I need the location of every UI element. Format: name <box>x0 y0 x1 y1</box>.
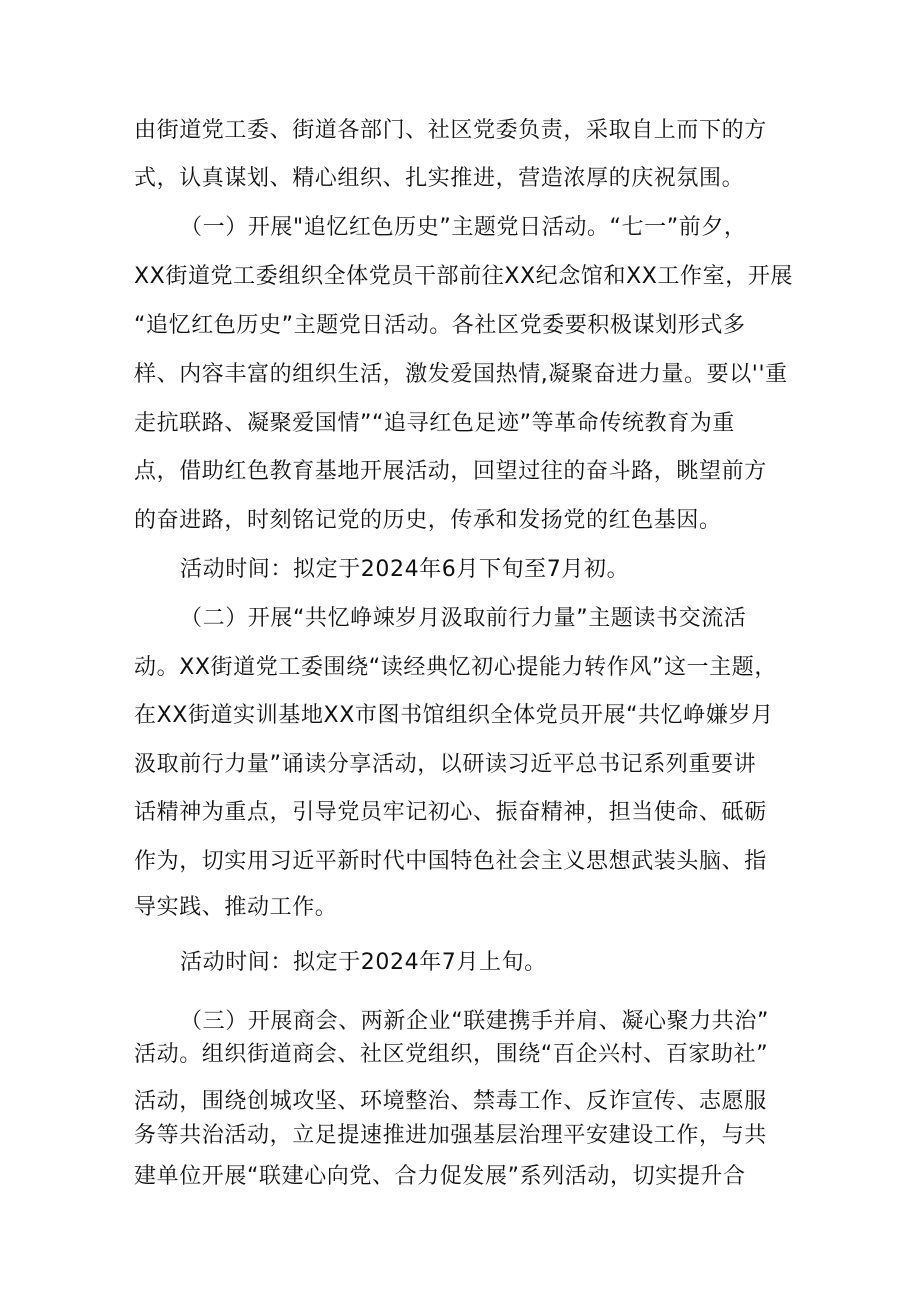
paragraph-line: 样、内容丰富的组织生活，激发爱国热情,凝聚奋进力量。要以''重 <box>134 362 788 387</box>
section-heading-3: （三）开展商会、两新企业“联建携手并肩、凝心聚力共治” <box>180 1009 769 1034</box>
paragraph-line: 务等共治活动，立足提速推进加强基层治理平安建设工作，与共 <box>134 1123 767 1148</box>
paragraph-line: 作为，切实用习近平新时代中国特色社会主义思想武装头脑、指 <box>134 849 767 874</box>
activity-time-2: 活动时间：拟定于2024年7月上旬。 <box>180 950 547 975</box>
paragraph-line: 导实践、推动工作。 <box>134 895 338 920</box>
paragraph-line: 点，借助红色教育基地开展活动，回望过往的奋斗路，眺望前方 <box>134 459 767 484</box>
paragraph-line: 话精神为重点，引导党员牢记初心、振奋精神，担当使命、砥砺 <box>134 800 767 825</box>
paragraph-line: 在XX街道实训基地XX市图书馆组织全体党员开展“共忆峥嫌岁月 <box>134 703 774 728</box>
paragraph-line: 的奋进路，时刻铭记党的历史，传承和发扬党的红色基因。 <box>134 508 722 533</box>
activity-time-1: 活动时间：拟定于2024年6月下旬至7月初。 <box>180 557 630 582</box>
paragraph-line: 活动，围绕创城攻坚、环境整治、禁毒工作、反诈宣传、志愿服 <box>134 1089 767 1114</box>
paragraph-line: 建单位开展“联建心向党、合力促发展”系列活动，切实提升合 <box>134 1164 746 1189</box>
paragraph-line: 走抗联路、凝聚爱国情”“追寻红色足迹”等革命传统教育为重 <box>134 411 735 436</box>
section-heading-1: （一）开展"追忆红色历史”主题党日活动。“七一”前夕， <box>180 215 747 240</box>
paragraph-line: XX街道党工委组织全体党员干部前往XX纪念馆和XX工作室，开展 <box>134 264 794 289</box>
section-heading-2: （二）开展“共忆峥竦岁月汲取前行力量”主题读书交流活 <box>180 606 747 631</box>
paragraph-line: “追忆红色历史”主题党日活动。各社区党委要积极谋划形式多 <box>134 313 746 338</box>
paragraph-line: 式，认真谋划、精心组织、扎实推进，营造浓厚的庆祝氛围。 <box>134 166 745 191</box>
paragraph-line: 活动。组织街道商会、社区党组织，围绕“百企兴村、百家助社” <box>134 1042 769 1067</box>
paragraph-line: 汲取前行力量”诵读分享活动，以研读习近平总书记系列重要讲 <box>134 752 757 777</box>
paragraph-line: 动。XX街道党工委围绕“读经典忆初心提能力转作风”这一主题， <box>134 655 777 680</box>
paragraph-line: 由街道党工委、街道各部门、社区党委负责，采取自上而下的方 <box>134 118 767 143</box>
